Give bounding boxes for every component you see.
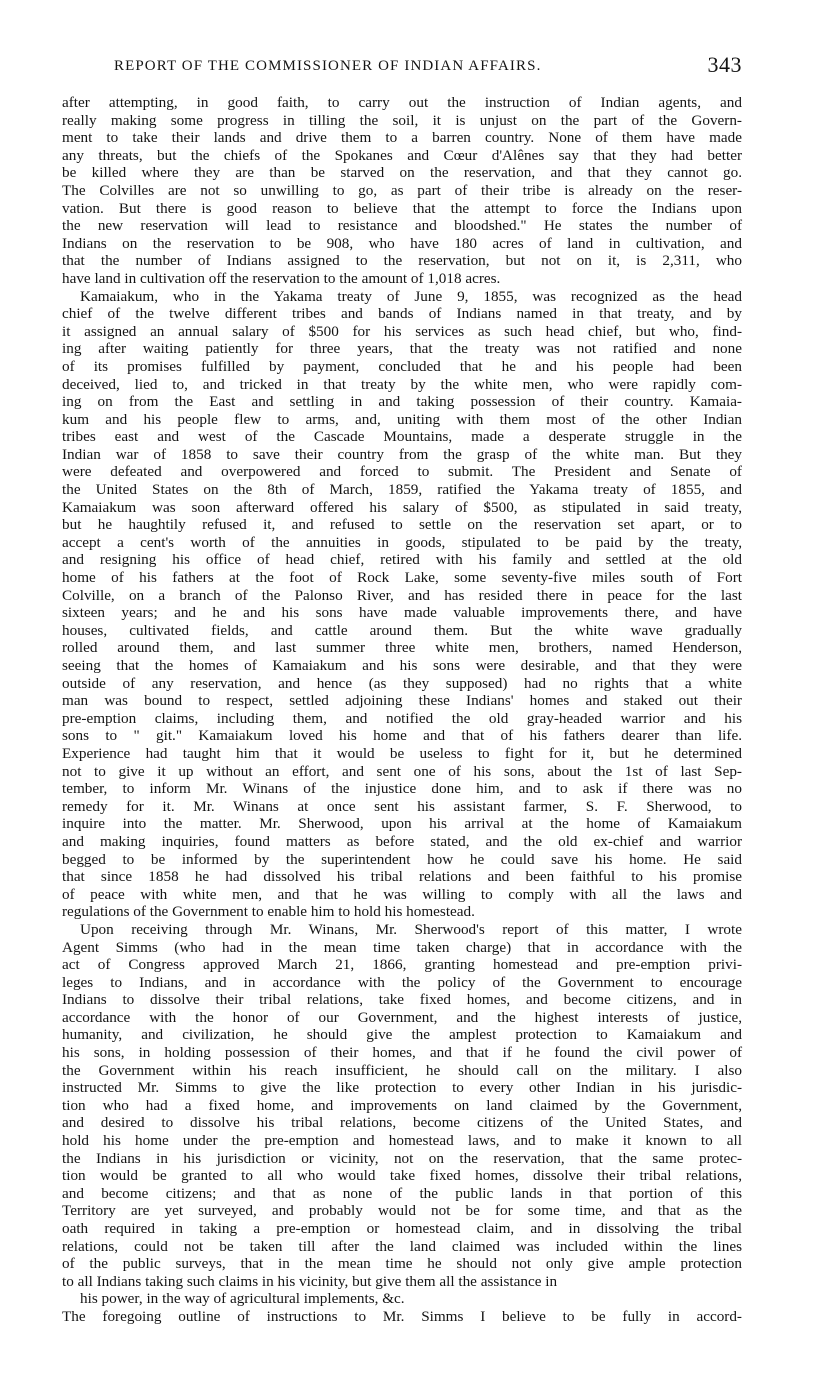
text-line: but he haughtily refused it, and refused to settle on the reservation set apart, or to: [62, 516, 742, 534]
text-line: relations, could not be taken till after the land claimed was included within the lines: [62, 1237, 742, 1255]
text-line: it assigned an annual salary of $500 for his services as such head chief, but who, find-: [62, 322, 742, 340]
text-line: pre-emption claims, including them, and notified the old gray-headed warrior and his: [62, 709, 742, 727]
text-line: the Indians in his jurisdiction or vicinity, not on the reservation, that the same protec-: [62, 1149, 742, 1167]
page-number: 343: [707, 52, 742, 77]
text-line: ing after waiting patiently for three years, that the treaty was not ratified and none: [62, 340, 742, 358]
text-line: Experience had taught him that it would be useless to fight for it, but he determined: [62, 744, 742, 762]
text-line: sons to " git." Kamaiakum loved his home and that of his fathers dearer than life.: [62, 727, 742, 745]
text-line: Agent Simms (who had in the mean time taken charge) that in accordance with the: [62, 938, 742, 956]
text-line: not to give it up without an effort, and sent one of his sons, about the 1st of last Sep-: [62, 762, 742, 780]
text-line: rolled around them, and last summer three white men, brothers, named Henderson,: [62, 639, 742, 657]
text-line: tion would be granted to all who would take fixed homes, dissolve their tribal relations,: [62, 1167, 742, 1185]
text-line: Kamaiakum was soon afterward offered his salary of $500, as stipulated in said treaty,: [62, 498, 742, 516]
text-line: tion who had a fixed home, and improvements on land claimed by the Government,: [62, 1096, 742, 1114]
text-line: seeing that the homes of Kamaiakum and his sons were desirable, and that they were: [62, 657, 742, 674]
text-line: home of his fathers at the foot of Rock Lake, some seventy-five miles south of Fort: [62, 569, 742, 587]
text-line: and resigning his office of head chief, retired with his family and settled at the old: [62, 551, 742, 569]
text-line: kum and his people flew to arms, and, uniting with them most of the other Indian: [62, 410, 742, 428]
text-line: instructed Mr. Simms to give the like protection to every other Indian in his jurisdic-: [62, 1079, 742, 1097]
text-line: and desired to dissolve his tribal relations, become citizens of the United States, and: [62, 1114, 742, 1132]
text-line: leges to Indians, and in accordance with the policy of the Government to encourage: [62, 973, 742, 991]
text-line: and become citizens; and that as none of the public lands in that portion of this: [62, 1184, 742, 1202]
text-line: regulations of the Government to enable him to hold his homestead.: [62, 903, 475, 921]
text-line: of its promises fulfilled by payment, concluded that he and his people had been: [62, 357, 742, 375]
text-line: accept a cent's worth of the annuities in goods, stipulated to be paid by the treaty,: [62, 533, 742, 551]
text-line: Indians to dissolve their tribal relations, take fixed homes, and become citizens, and in: [62, 991, 742, 1009]
text-line: ing on from the East and settling in and taking possession of their country. Kamaia-: [62, 393, 742, 411]
text-line: hold his home under the pre-emption and homestead laws, and to make it known to all: [62, 1132, 742, 1150]
text-line: and making inquiries, found matters as before stated, and the old ex-chief and warrior: [62, 832, 742, 850]
text-line: chief of the twelve different tribes and bands of Indians named in that treaty, and by: [62, 305, 742, 323]
text-line: to all Indians taking such claims in his vicinity, but give them all the assistance in: [62, 1272, 558, 1290]
text-line: his sons, in holding possession of their homes, and that if he found the civil power of: [62, 1044, 742, 1062]
text-line: really making some progress in tilling the soil, it is unjust on the part of the Govern-: [62, 111, 742, 129]
text-line: vation. But there is good reason to believe that the attempt to force the Indians upon: [62, 199, 742, 217]
text-line: remedy for it. Mr. Winans at once sent his assistant farmer, S. F. Sherwood, to: [62, 797, 742, 815]
text-line: accordance with the honor of our Government, and the highest interests of justice,: [62, 1008, 742, 1026]
text-line: that the number of Indians assigned to the reservation, but not on it, is 2,311, who: [62, 252, 742, 270]
text-line: Territory are yet surveyed, and probably would not be for some time, and that as the: [62, 1202, 742, 1220]
text-line: houses, cultivated fields, and cattle around them. But the white wave gradually: [62, 621, 742, 639]
report-title: REPORT OF THE COMMISSIONER OF INDIAN AFFAIRS.: [114, 58, 542, 74]
text-line: that since 1858 he had dissolved his tribal relations and been faithful to his promise: [62, 868, 742, 886]
text-line: begged to be informed by the superintendent how he could save his home. He said: [62, 850, 742, 868]
body-text: [62, 94, 742, 1326]
text-line: of peace with white men, and that he was willing to comply with all the laws and: [62, 885, 742, 903]
text-line: act of Congress approved March 21, 1866, granting homestead and pre-emption privi-: [62, 956, 742, 974]
text-line: tember, to inform Mr. Winans of the injustice done him, and to ask if there was no: [62, 780, 742, 798]
text-line: humanity, and civilization, he should give the amplest protection to Kamaiakum and: [62, 1026, 742, 1044]
text-line: have land in cultivation off the reservation to the amount of 1,018 acres.: [62, 269, 501, 287]
text-line: any threats, but the chiefs of the Spokanes and Cœur d'Alênes say that they had better: [62, 146, 742, 164]
text-line: outside of any reservation, and hence (as they supposed) had no rights that a white: [62, 674, 742, 692]
document-page: [62, 52, 742, 1326]
text-line: Kamaiakum, who in the Yakama treaty of June 9, 1855, was recognized as the head: [80, 287, 742, 305]
text-line: deceived, lied to, and tricked in that treaty by the white men, who were rapidly com-: [62, 375, 742, 393]
text-line: tribes east and west of the Cascade Mountains, made a desperate struggle in the: [62, 428, 742, 446]
text-line: Colville, on a branch of the Palonso River, and has resided there in peace for the last: [62, 586, 742, 604]
text-line: Indian war of 1858 to save their country from the grasp of the white man. But they: [62, 445, 742, 463]
text-line: The foregoing outline of instructions to Mr. Simms I believe to be fully in accord-: [62, 1307, 742, 1325]
text-line: Upon receiving through Mr. Winans, Mr. Sherwood's report of this matter, I wrote: [80, 920, 742, 938]
text-line: be killed where they are than be starved on the reservation, and that they cannot go.: [62, 164, 742, 182]
running-header: [62, 52, 742, 92]
text-line: inquire into the matter. Mr. Sherwood, upon his arrival at the home of Kamaiakum: [62, 815, 742, 833]
text-line: of the public surveys, that in the mean time he should not only give ample protection: [62, 1255, 742, 1273]
text-line: were defeated and overpowered and forced to submit. The President and Senate of: [62, 463, 742, 481]
text-line: The Colvilles are not so unwilling to go, as part of their tribe is already on the reser-: [62, 181, 742, 199]
text-line: his power, in the way of agricultural implements, &c.: [80, 1290, 405, 1308]
text-line: man was bound to respect, settled adjoining these Indians' homes and staked out their: [62, 692, 742, 710]
text-line: the United States on the 8th of March, 1859, ratified the Yakama treaty of 1855, and: [62, 481, 742, 499]
text-line: Indians on the reservation to be 908, who have 180 acres of land in cultivation, and: [62, 234, 742, 252]
text-line: ment to take their lands and drive them to a barren country. None of them have made: [62, 129, 742, 147]
text-line: the new reservation will lead to resistance and bloodshed." He states the number of: [62, 217, 742, 235]
text-line: sixteen years; and he and his sons have made valuable improvements there, and have: [62, 604, 742, 622]
text-line: the Government within his reach insufficient, he should call on the military. I also: [62, 1061, 742, 1079]
text-line: after attempting, in good faith, to carry out the instruction of Indian agents, and: [62, 94, 742, 111]
text-line: oath required in taking a pre-emption or homestead claim, and in dissolving the tribal: [62, 1220, 742, 1237]
